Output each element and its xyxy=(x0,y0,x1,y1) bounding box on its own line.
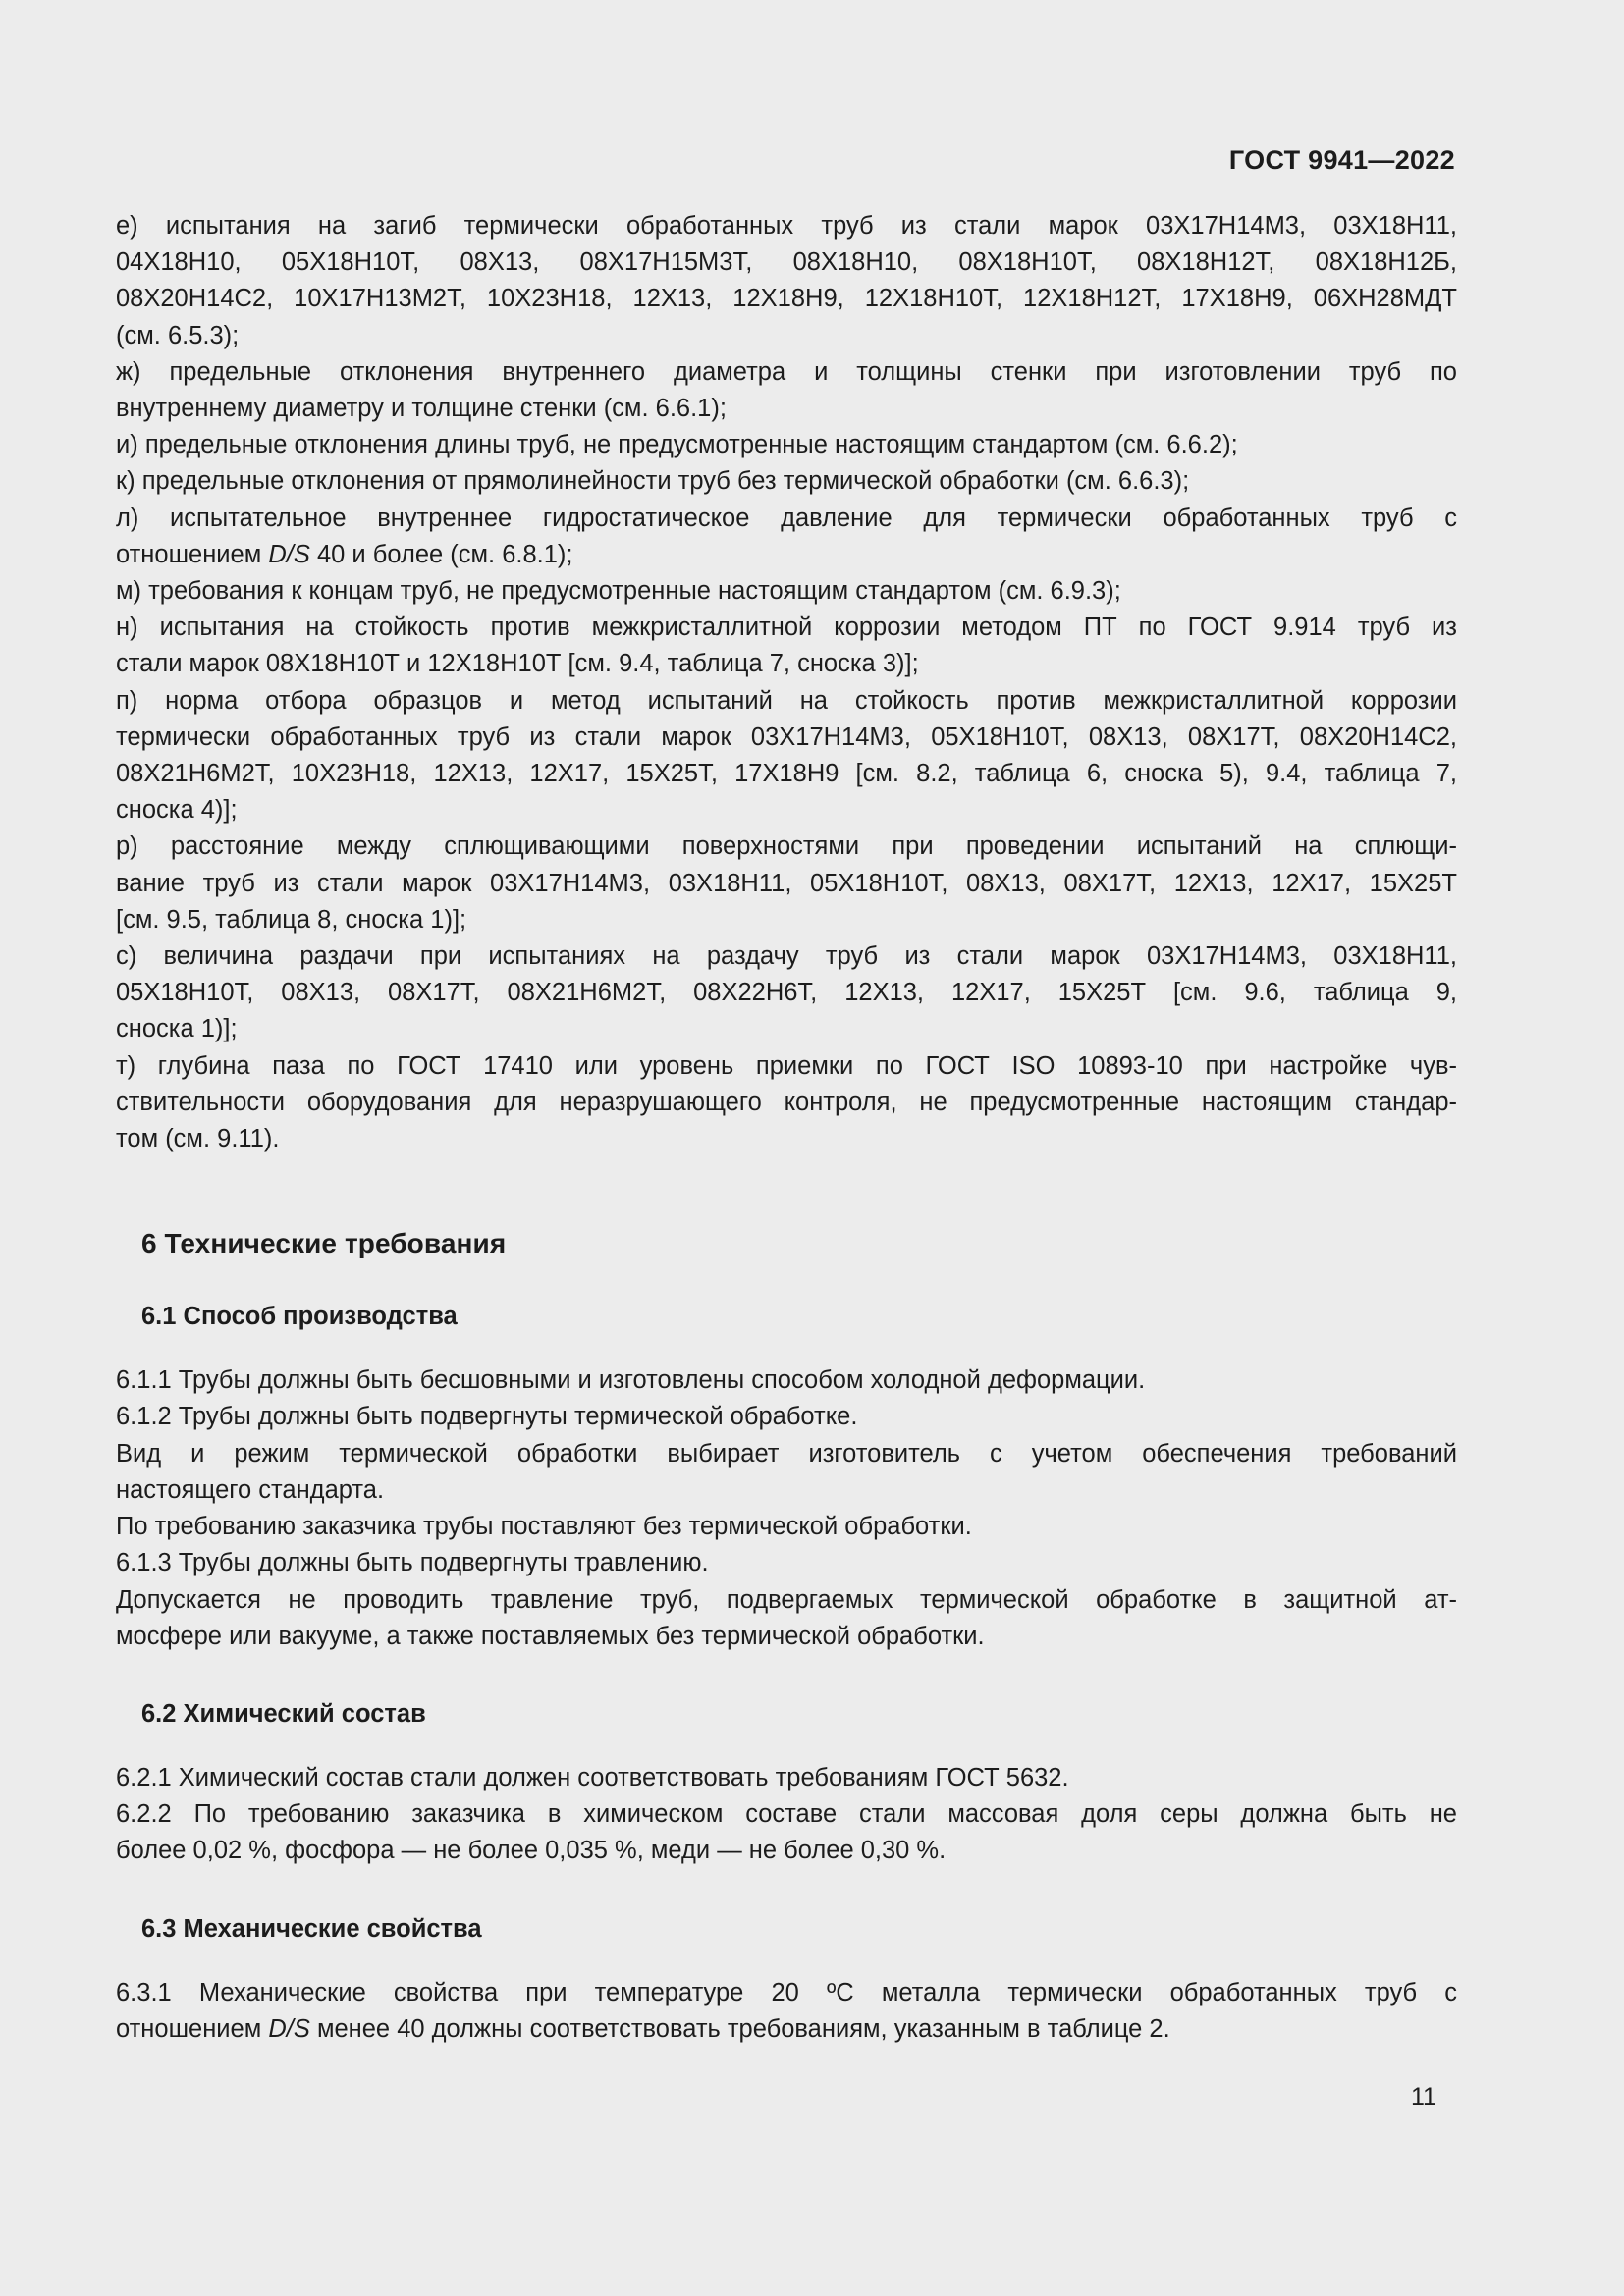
list-item-s-line-1: с) величина раздачи при испытаниях на раздачу труб из стали марок 03Х17Н14М3, 03Х18Н11, xyxy=(116,942,1457,971)
list-item-p-line-1: п) норма отбора образцов и метод испытаний на стойкость против межкристаллитной коррозии xyxy=(116,686,1457,715)
list-item-l-line-2 xyxy=(116,537,1457,573)
list-item-e xyxy=(116,208,1457,354)
spacer-after-6-1-heading xyxy=(116,1331,1457,1362)
list-item-zh-line-2: внутреннему диаметру и толщине стенки (см. 6.6.1); xyxy=(116,395,727,423)
spacer-before-6-2 xyxy=(116,1655,1457,1700)
paragraph-6-1-1-line-1: 6.1.1 Трубы должны быть бесшовными и изготовлены способом холодной деформации. xyxy=(116,1366,1146,1395)
page-number: 11 xyxy=(1411,2083,1436,2110)
page-body xyxy=(116,208,1457,2048)
list-item-t-line-2: ствительности оборудования для неразрушающего контроля, не предусмотренные настоящим стандар- xyxy=(116,1088,1457,1116)
list-item-t xyxy=(116,1048,1457,1158)
spacer-before-6-3 xyxy=(116,1870,1457,1915)
spacer-after-6-3-heading xyxy=(116,1944,1457,1975)
ratio-symbol-ds-2: D/S xyxy=(268,2014,310,2043)
paragraph-6-2-1 xyxy=(116,1760,1457,1796)
subsection-heading-6-1: 6.1 Способ производства xyxy=(141,1303,458,1331)
list-item-e-line-1: е) испытания на загиб термически обработанных труб из стали марок 03Х17Н14М3, 03Х18Н11, xyxy=(116,212,1457,240)
list-item-t-line-1: т) глубина паза по ГОСТ 17410 или уровень приемки по ГОСТ ISO 10893-10 при настройке чув- xyxy=(116,1051,1457,1080)
spacer-before-section-6 xyxy=(116,1157,1457,1228)
paragraph-6-1-3 xyxy=(116,1545,1457,1581)
list-item-p-line-4: сноска 4)]; xyxy=(116,796,238,825)
list-item-r-line-3: [см. 9.5, таблица 8, сноска 1)]; xyxy=(116,905,467,934)
list-item-p-line-2: термически обработанных труб из стали марок 03Х17Н14М3, 05Х18Н10Т, 08Х13, 08Х17Т, 08Х20Н14С2, xyxy=(116,722,1457,751)
list-item-r-line-2: вание труб из стали марок 03Х17Н14М3, 03Х18Н11, 05Х18Н10Т, 08Х13, 08Х17Т, 12Х13, 12Х17, 15Х25Т xyxy=(116,869,1457,897)
list-item-zh xyxy=(116,354,1457,427)
list-item-n-line-2: стали марок 08Х18Н10Т и 12Х18Н10Т [см. 9.4, таблица 7, сноска 3)]; xyxy=(116,650,919,678)
paragraph-6-3-1-line-2-prefix: отношением xyxy=(116,2014,269,2043)
paragraph-6-2-1-line-1: 6.2.1 Химический состав стали должен соответствовать требованиям ГОСТ 5632. xyxy=(116,1763,1069,1791)
paragraph-heat-treatment-mode-line-1: Вид и режим термической обработки выбирает изготовитель с учетом обеспечения требований xyxy=(116,1439,1457,1468)
ratio-symbol-ds: D/S xyxy=(268,540,310,568)
paragraph-6-3-1-line-1: 6.3.1 Механические свойства при температуре 20 ºC металла термически обработанных труб с xyxy=(116,1978,1457,2006)
section-heading-6: 6 Технические требования xyxy=(141,1228,507,1259)
paragraph-6-3-1-line-2 xyxy=(116,2011,1457,2048)
paragraph-6-3-1-line-2-suffix: менее 40 должны соответствовать требованиям, указанным в таблице 2. xyxy=(309,2014,1170,2043)
list-item-k-line-1: к) предельные отклонения от прямолинейности труб без термической обработки (см. 6.6.3); xyxy=(116,467,1190,496)
list-item-n xyxy=(116,610,1457,682)
list-item-i-line-1: и) предельные отклонения длины труб, не предусмотренные настоящим стандартом (см. 6.6.2); xyxy=(116,431,1238,459)
paragraph-6-1-2 xyxy=(116,1399,1457,1435)
paragraph-heat-treatment-mode-line-2: настоящего стандарта. xyxy=(116,1475,385,1504)
paragraph-6-1-1 xyxy=(116,1362,1457,1399)
list-item-i xyxy=(116,427,1457,463)
list-item-m xyxy=(116,573,1457,610)
list-item-l-line-2-prefix: отношением xyxy=(116,540,269,568)
subsection-heading-6-3: 6.3 Механические свойства xyxy=(141,1914,482,1943)
list-item-t-line-3: том (см. 9.11). xyxy=(116,1125,280,1153)
paragraph-customer-request-no-heat-line-1: По требованию заказчика трубы поставляют без термической обработки. xyxy=(116,1513,972,1541)
list-item-k xyxy=(116,463,1457,500)
list-item-l-line-1: л) испытательное внутреннее гидростатическое давление для термически обработанных труб с xyxy=(116,504,1457,532)
list-item-zh-line-1: ж) предельные отклонения внутреннего диаметра и толщины стенки при изготовлении труб по xyxy=(116,357,1457,386)
paragraph-6-2-2 xyxy=(116,1796,1457,1869)
spacer-after-6-2-heading xyxy=(116,1729,1457,1760)
paragraph-6-2-2-line-2: более 0,02 %, фосфора — не более 0,035 %, меди — не более 0,30 %. xyxy=(116,1837,947,1865)
paragraph-pickling-exception xyxy=(116,1582,1457,1655)
paragraph-pickling-exception-line-2: мосфере или вакууме, а также поставляемых без термической обработки. xyxy=(116,1622,985,1650)
paragraph-6-1-2-line-1: 6.1.2 Трубы должны быть подвергнуты термической обработке. xyxy=(116,1403,858,1431)
standard-header: ГОСТ 9941—2022 xyxy=(1228,145,1455,175)
paragraph-pickling-exception-line-1: Допускается не проводить травление труб, подвергаемых термической обработке в защитной ат- xyxy=(116,1585,1457,1614)
list-item-s-line-3: сноска 1)]; xyxy=(116,1015,238,1043)
list-item-e-line-2: 04Х18Н10, 05Х18Н10Т, 08Х13, 08Х17Н15М3Т, 08Х18Н10, 08Х18Н10Т, 08Х18Н12Т, 08Х18Н12Б, xyxy=(116,248,1457,277)
paragraph-6-3-1 xyxy=(116,1975,1457,2048)
paragraph-customer-request-no-heat xyxy=(116,1509,1457,1545)
paragraph-6-1-3-line-1: 6.1.3 Трубы должны быть подвергнуты травлению. xyxy=(116,1549,709,1577)
list-item-l xyxy=(116,501,1457,573)
list-item-s xyxy=(116,938,1457,1048)
paragraph-heat-treatment-mode xyxy=(116,1436,1457,1509)
list-item-l-line-2-suffix: 40 и более (см. 6.8.1); xyxy=(309,540,573,568)
list-item-r-line-1: р) расстояние между сплющивающими поверхностями при проведении испытаний на сплющи- xyxy=(116,832,1457,861)
list-item-n-line-1: н) испытания на стойкость против межкристаллитной коррозии методом ПТ по ГОСТ 9.914 труб из xyxy=(116,614,1457,642)
list-item-s-line-2: 05Х18Н10Т, 08Х13, 08Х17Т, 08Х21Н6М2Т, 08Х22Н6Т, 12Х13, 12Х17, 15Х25Т [см. 9.6, таблица 9, xyxy=(116,979,1457,1007)
list-item-m-line-1: м) требования к концам труб, не предусмотренные настоящим стандартом (см. 6.9.3); xyxy=(116,577,1121,606)
subsection-heading-6-2: 6.2 Химический состав xyxy=(141,1699,426,1728)
list-item-e-line-3: 08Х20Н14С2, 10Х17Н13М2Т, 10Х23Н18, 12Х13, 12Х18Н9, 12Х18Н10Т, 12Х18Н12Т, 17Х18Н9, 06ХН28МДТ xyxy=(116,285,1457,313)
list-item-r xyxy=(116,828,1457,938)
spacer-after-section-6 xyxy=(116,1259,1457,1303)
list-item-p-line-3: 08Х21Н6М2Т, 10Х23Н18, 12Х13, 12Х17, 15Х25Т, 17Х18Н9 [см. 8.2, таблица 6, сноска 5), 9.4, таблица 7, xyxy=(116,760,1457,788)
paragraph-6-2-2-line-1: 6.2.2 По требованию заказчика в химическом составе стали массовая доля серы должна быть не xyxy=(116,1800,1457,1829)
list-item-e-line-4: (см. 6.5.3); xyxy=(116,321,240,349)
list-item-p xyxy=(116,683,1457,829)
